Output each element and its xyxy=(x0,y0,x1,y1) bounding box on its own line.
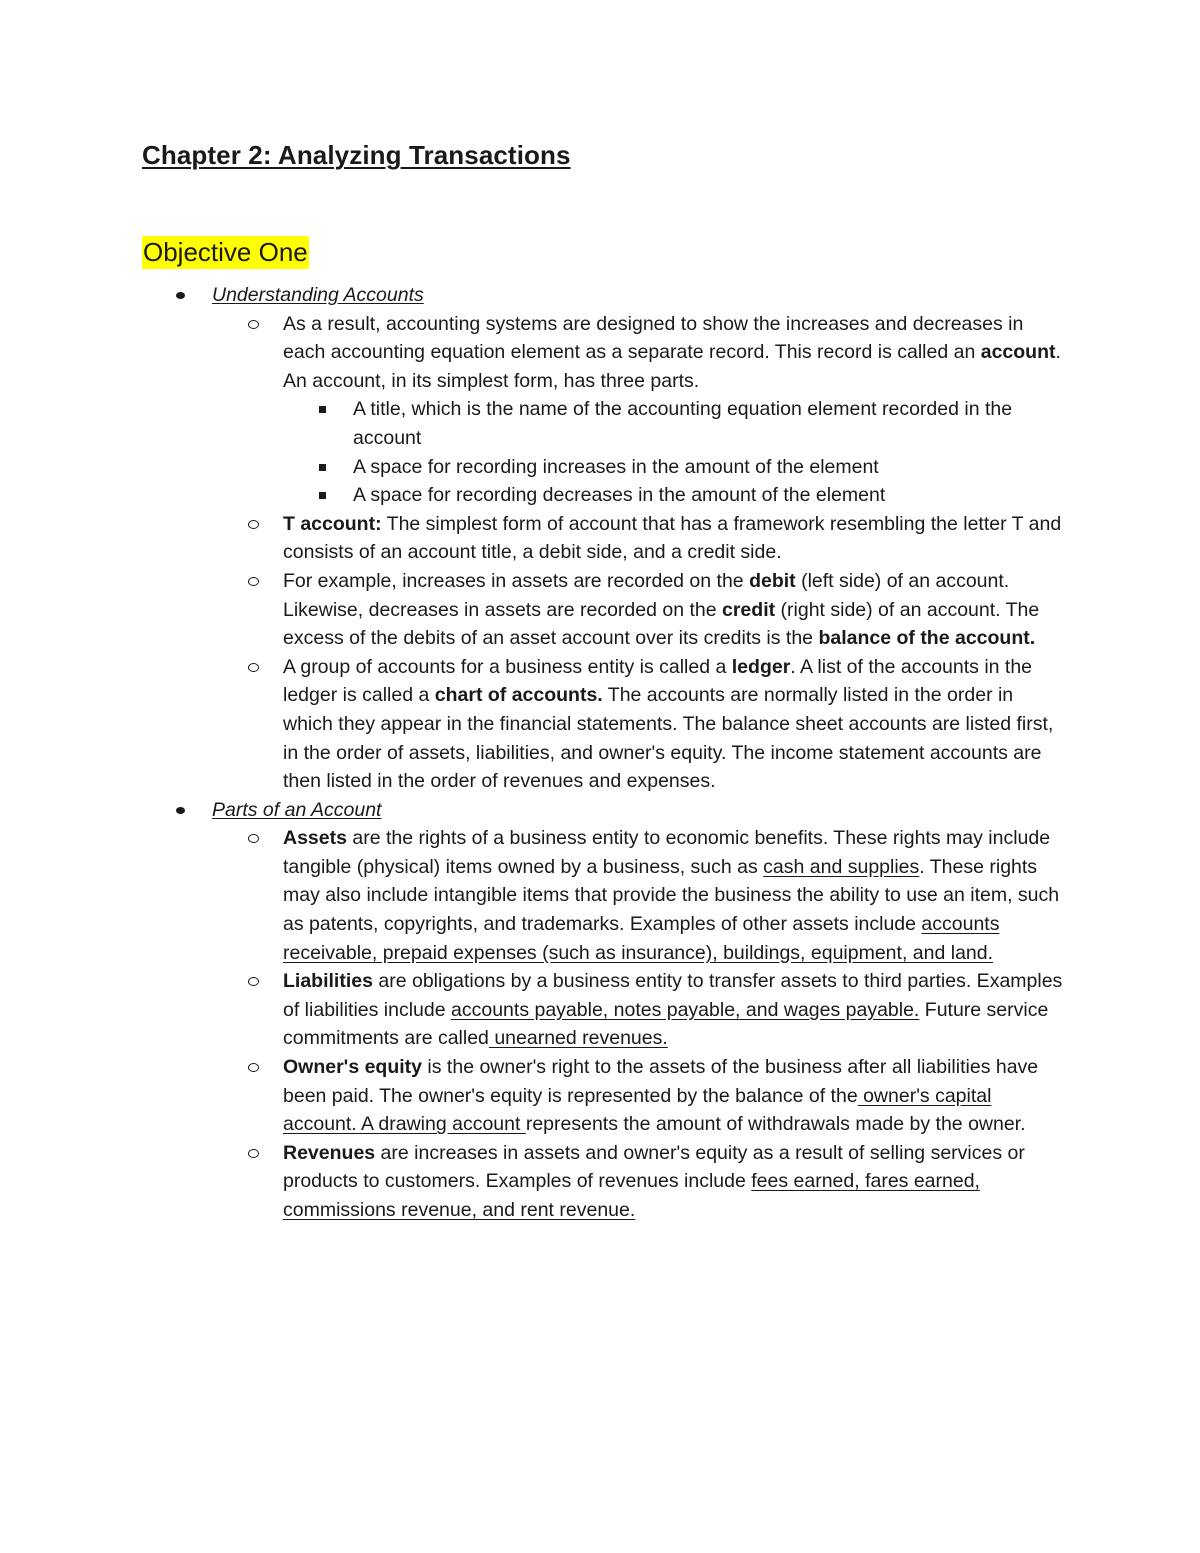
bullet-hollow-icon xyxy=(248,834,259,843)
bullet-hollow-icon xyxy=(248,1063,259,1072)
list-item-part-increases: A space for recording increases in the amount of the element xyxy=(0,453,1063,482)
bullet-hollow-icon xyxy=(248,320,259,329)
list-item-ledger: A group of accounts for a business entity is called a ledger. A list of the accounts in the ledger is called a chart of accounts. The accounts are normally listed in the order in which they appear in the financial statements. The balance sheet accounts are listed first, in the order of assets, liabilities, and owner's equity. The income statement accounts are then listed in the order of revenues and expenses. xyxy=(0,653,1063,796)
bullet-square-icon xyxy=(319,492,326,499)
list-item-owners-equity: Owner's equity is the owner's right to the assets of the business after all liabilities have been paid. The owner's equity is represented by the balance of the owner's capital account. A drawing account represents the amount of withdrawals made by the owner. xyxy=(0,1053,1063,1139)
list-item-understanding-accounts xyxy=(0,281,1062,310)
term-credit: credit xyxy=(722,598,776,621)
term-assets: Assets xyxy=(283,827,347,850)
bullet-filled-icon xyxy=(176,807,185,814)
term-t-account: T account: xyxy=(283,512,382,535)
term-balance: balance of the account. xyxy=(818,627,1036,650)
list-item-part-title: A title, which is the name of the accounting equation element recorded in the account xyxy=(0,395,1063,452)
term-owners-equity: Owner's equity xyxy=(283,1056,423,1079)
objective-heading: Objective One xyxy=(143,237,308,267)
list-item-account-definition: As a result, accounting systems are designed to show the increases and decreases in each accounting equation element as a separate record. This record is called an account. An account, in its simplest form, has three parts. xyxy=(0,310,1063,396)
term-liabilities: Liabilities xyxy=(283,970,373,993)
section-heading: Parts of an Account xyxy=(212,798,382,821)
term-account: account xyxy=(980,341,1056,364)
bullet-filled-icon xyxy=(176,292,185,299)
notes-content xyxy=(0,281,1200,1225)
bullet-square-icon xyxy=(319,464,326,471)
term-debit: debit xyxy=(749,569,796,592)
bullet-square-icon xyxy=(319,406,326,413)
list-item-revenues: Revenues are increases in assets and owner's equity as a result of selling services or products to customers. Examples of revenues include fees earned, fares earned, commissions revenue, and rent revenue. xyxy=(0,1139,1063,1225)
list-item-parts-of-account xyxy=(0,796,1062,825)
term-chart-of-accounts: chart of accounts. xyxy=(434,684,603,707)
term-revenues: Revenues xyxy=(283,1141,376,1164)
list-item-debit-credit: For example, increases in assets are recorded on the debit (left side) of an account. Likewise, decreases in assets are recorded on the credit (right side) of an account. The excess of the debits of an asset account over its credits is the balance of the account. xyxy=(0,567,1063,653)
list-item-t-account: T account: The simplest form of account that has a framework resembling the letter T and consists of an account title, a debit side, and a credit side. xyxy=(0,510,1063,567)
list-item-assets: Assets are the rights of a business entity to economic benefits. These rights may include tangible (physical) items owned by a business, such as cash and supplies. These rights may also include intangible items that provide the business the ability to use an item, such as patents, copyrights, and trademarks. Examples of other assets include accounts receivable, prepaid expenses (such as insurance), buildings, equipment, and land. xyxy=(0,824,1063,967)
bullet-hollow-icon xyxy=(248,577,259,586)
list-item-liabilities: Liabilities are obligations by a business entity to transfer assets to third parties. Examples of liabilities include accounts payable, notes payable, and wages payable. Future service commitments are called unearned revenues. xyxy=(0,967,1063,1053)
bullet-hollow-icon xyxy=(248,977,259,986)
page-title: Chapter 2: Analyzing Transactions xyxy=(142,140,571,170)
bullet-hollow-icon xyxy=(248,663,259,672)
list-item-part-decreases: A space for recording decreases in the amount of the element xyxy=(0,481,1063,510)
bullet-hollow-icon xyxy=(248,520,259,529)
term-ledger: ledger xyxy=(731,655,791,678)
bullet-hollow-icon xyxy=(248,1149,259,1158)
section-heading: Understanding Accounts xyxy=(212,284,424,306)
